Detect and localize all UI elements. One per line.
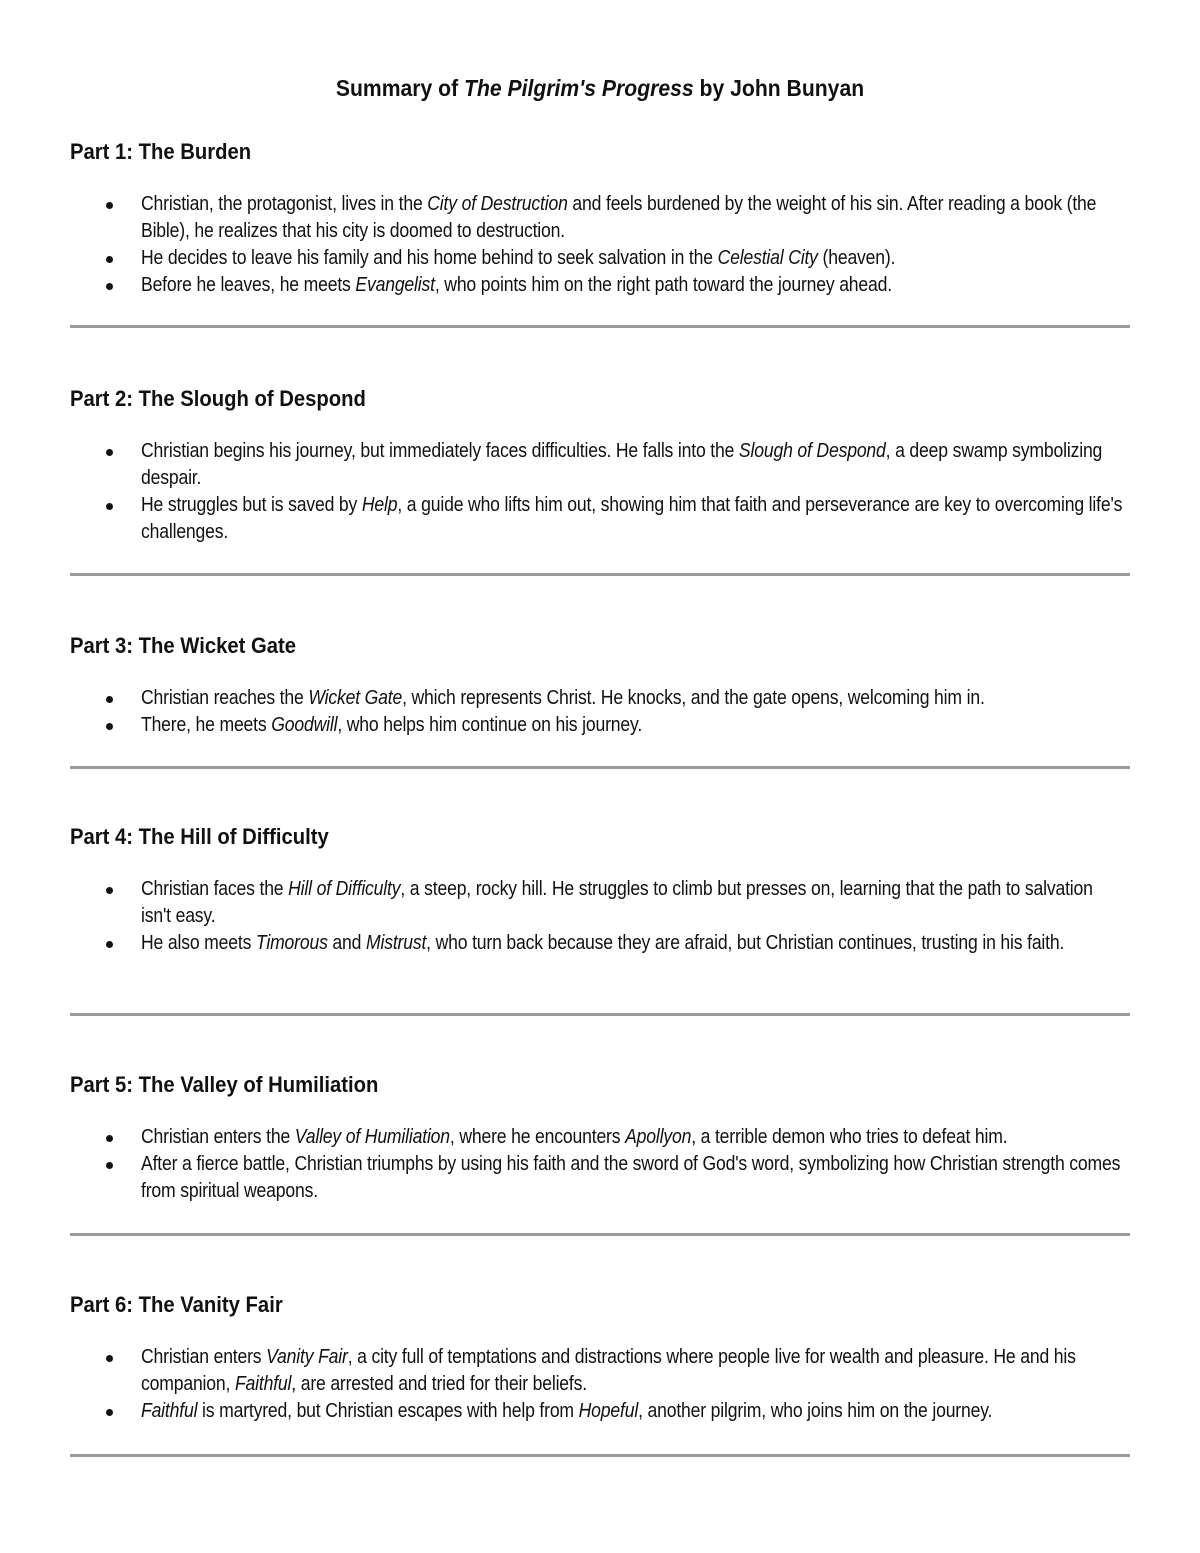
- bullet-text: [141, 876, 1127, 930]
- text-run: , are arrested and tried for their beliefs.: [291, 1373, 587, 1395]
- text-run: , a city full of temptations and distractions where people live for wealth and pleasure. He and his companion,: [141, 1346, 1076, 1395]
- text-run: , a terrible demon who tries to defeat him.: [691, 1126, 1008, 1148]
- text-run: , who points him on the right path toward the journey ahead.: [434, 274, 892, 296]
- section-part-4: [70, 823, 1130, 957]
- bullet-dot-icon: [106, 1135, 113, 1142]
- bullet-dot-icon: [106, 887, 113, 894]
- italic-term: Faithful: [234, 1373, 292, 1395]
- section-heading: Part 1: The Burden: [70, 139, 252, 164]
- bullet-item: [70, 272, 1130, 299]
- section-divider: [70, 1233, 1130, 1236]
- text-run: He also meets: [141, 932, 256, 954]
- italic-term: Evangelist: [355, 274, 435, 296]
- bullet-text: [141, 685, 1127, 712]
- section-part-2: [70, 385, 1130, 546]
- bullet-item: [70, 876, 1130, 930]
- bullet-item: [70, 685, 1130, 712]
- bullet-dot-icon: [106, 941, 113, 948]
- bullet-list: [70, 685, 1130, 739]
- bullet-list: [70, 438, 1130, 546]
- bullet-list: [70, 876, 1130, 957]
- bullet-text: [141, 1344, 1127, 1398]
- bullet-text: [141, 1398, 1127, 1425]
- italic-term: Timorous: [255, 932, 328, 954]
- bullet-text: [141, 492, 1127, 546]
- italic-term: Goodwill: [271, 714, 338, 736]
- text-run: , a steep, rocky hill. He struggles to climb but presses on, learning that the path to salvation isn't easy.: [141, 878, 1093, 927]
- bullet-text: [141, 712, 1127, 739]
- section-divider: [70, 1013, 1130, 1016]
- text-run: There, he meets: [141, 714, 272, 736]
- italic-term: Valley of Humiliation: [294, 1126, 450, 1148]
- bullet-dot-icon: [106, 723, 113, 730]
- text-run: He struggles but is saved by: [141, 494, 362, 516]
- bullet-text: [141, 191, 1127, 245]
- bullet-item: [70, 930, 1130, 957]
- bullet-dot-icon: [106, 1162, 113, 1169]
- bullet-item: [70, 438, 1130, 492]
- italic-term: Wicket Gate: [308, 687, 403, 709]
- bullet-text: [141, 1151, 1127, 1205]
- text-run: , a deep swamp symbolizing despair.: [141, 440, 1103, 489]
- text-run: He decides to leave his family and his home behind to seek salvation in the: [141, 247, 718, 269]
- bullet-item: [70, 191, 1130, 245]
- text-run: Christian, the protagonist, lives in the: [141, 193, 428, 215]
- italic-term: Celestial City: [717, 247, 818, 269]
- text-run: , a guide who lifts him out, showing him that faith and perseverance are key to overcoming life's challenges.: [141, 494, 1123, 543]
- text-run: , which represents Christ. He knocks, and the gate opens, welcoming him in.: [402, 687, 985, 709]
- italic-term: Help: [361, 494, 398, 516]
- bullet-item: [70, 1344, 1130, 1398]
- title-book-name: The Pilgrim's Progress: [464, 75, 694, 101]
- text-run: Before he leaves, he meets: [141, 274, 356, 296]
- text-run: After a fierce battle, Christian triumphs by using his faith and the sword of God's word, symbolizing how Christian strength comes from spiritual weapons.: [141, 1153, 1121, 1202]
- text-run: Christian enters: [141, 1346, 267, 1368]
- bullet-dot-icon: [106, 696, 113, 703]
- section-part-6: [70, 1291, 1130, 1425]
- section-divider: [70, 573, 1130, 576]
- section-divider: [70, 1454, 1130, 1457]
- section-heading: Part 2: The Slough of Despond: [70, 386, 366, 411]
- bullet-item: [70, 712, 1130, 739]
- bullet-item: [70, 245, 1130, 272]
- title-suffix: by John Bunyan: [693, 75, 865, 101]
- bullet-text: [141, 272, 1127, 299]
- text-run: Christian enters the: [141, 1126, 295, 1148]
- italic-term: Hopeful: [578, 1400, 639, 1422]
- bullet-dot-icon: [106, 283, 113, 290]
- italic-term: Faithful: [141, 1400, 198, 1422]
- text-run: and feels burdened by the weight of his sin. After reading a book (the Bible), he realizes that his city is doomed to destruction.: [141, 193, 1097, 242]
- text-run: Christian reaches the: [141, 687, 309, 709]
- bullet-item: [70, 1124, 1130, 1151]
- bullet-dot-icon: [106, 202, 113, 209]
- section-heading: Part 5: The Valley of Humiliation: [70, 1072, 379, 1097]
- section-heading: Part 4: The Hill of Difficulty: [70, 824, 329, 849]
- section-heading: Part 6: The Vanity Fair: [70, 1292, 283, 1317]
- title-prefix: Summary of: [335, 75, 465, 101]
- text-run: , another pilgrim, who joins him on the journey.: [638, 1400, 993, 1422]
- italic-term: Slough of Despond: [738, 440, 886, 462]
- text-run: , who turn back because they are afraid, but Christian continues, trusting in his faith.: [426, 932, 1065, 954]
- bullet-dot-icon: [106, 449, 113, 456]
- bullet-list: [70, 1124, 1130, 1205]
- bullet-dot-icon: [106, 1355, 113, 1362]
- section-heading: Part 3: The Wicket Gate: [70, 633, 297, 658]
- section-part-3: [70, 632, 1130, 739]
- italic-term: Mistrust: [365, 932, 427, 954]
- bullet-list: [70, 1344, 1130, 1425]
- bullet-dot-icon: [106, 1409, 113, 1416]
- bullet-text: [141, 245, 1127, 272]
- text-run: Christian begins his journey, but immediately faces difficulties. He falls into the: [141, 440, 739, 462]
- bullet-text: [141, 930, 1127, 957]
- text-run: is martyred, but Christian escapes with help from: [197, 1400, 579, 1422]
- bullet-list: [70, 191, 1130, 299]
- bullet-item: [70, 492, 1130, 546]
- text-run: Christian faces the: [141, 878, 289, 900]
- bullet-item: [70, 1151, 1130, 1205]
- section-divider: [70, 325, 1130, 328]
- bullet-dot-icon: [106, 503, 113, 510]
- section-divider: [70, 766, 1130, 769]
- section-part-5: [70, 1071, 1130, 1205]
- bullet-dot-icon: [106, 256, 113, 263]
- bullet-item: [70, 1398, 1130, 1425]
- italic-term: Hill of Difficulty: [288, 878, 401, 900]
- section-part-1: [70, 138, 1130, 299]
- text-run: , who helps him continue on his journey.: [337, 714, 643, 736]
- italic-term: City of Destruction: [427, 193, 568, 215]
- text-run: (heaven).: [817, 247, 896, 269]
- document-title: [112, 74, 1087, 102]
- italic-term: Apollyon: [625, 1126, 692, 1148]
- bullet-text: [141, 1124, 1127, 1151]
- bullet-text: [141, 438, 1127, 492]
- italic-term: Vanity Fair: [266, 1346, 348, 1368]
- text-run: and: [327, 932, 366, 954]
- text-run: , where he encounters: [449, 1126, 626, 1148]
